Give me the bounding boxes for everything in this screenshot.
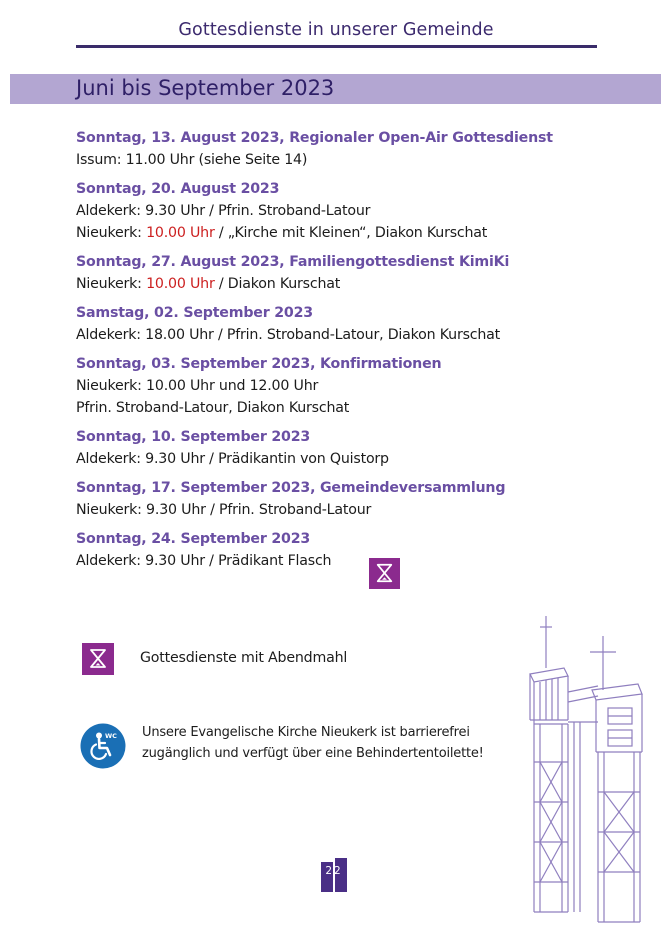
event-item <box>76 302 636 346</box>
event-title: Samstag, 02. September 2023 <box>76 305 313 321</box>
event-title: Sonntag, 27. August 2023, Familiengottesdienst KimiKi <box>76 254 510 270</box>
event-detail-line <box>76 149 636 171</box>
event-time-highlight: 10.00 Uhr <box>146 276 215 292</box>
event-item <box>76 528 636 572</box>
accessibility-line-1: Unsere Evangelische Kirche Nieukerk ist barrierefrei <box>142 725 470 740</box>
event-detail-text: / „Kirche mit Kleinen“, Diakon Kurschat <box>214 225 488 241</box>
event-item <box>76 178 636 244</box>
event-item <box>76 353 636 419</box>
chalice-icon <box>82 643 114 675</box>
accessibility-line-2: zugänglich und verfügt über eine Behindertentoilette! <box>142 746 484 761</box>
event-detail-line <box>76 324 636 346</box>
event-detail-line <box>76 222 636 244</box>
event-detail-text: Aldekerk: 9.30 Uhr / Pfrin. Stroband-Latour <box>76 203 371 219</box>
event-time-highlight: 10.00 Uhr <box>146 225 215 241</box>
legend-communion-label: Gottesdienste mit Abendmahl <box>140 650 348 666</box>
event-title: Sonntag, 20. August 2023 <box>76 181 280 197</box>
event-detail-text: Nieukerk: <box>76 225 147 241</box>
accessibility-note <box>142 722 484 764</box>
events-list <box>76 127 636 579</box>
event-title: Sonntag, 10. September 2023 <box>76 429 311 445</box>
event-detail-text: / Diakon Kurschat <box>214 276 341 292</box>
event-detail-line <box>76 375 636 397</box>
church-tower-illustration <box>500 612 661 930</box>
event-item <box>76 251 636 295</box>
event-detail-text: Nieukerk: 10.00 Uhr und 12.00 Uhr <box>76 378 319 394</box>
event-detail-line <box>76 448 636 470</box>
event-detail-text: Aldekerk: 18.00 Uhr / Pfrin. Stroband-Latour, Diakon Kurschat <box>76 327 501 343</box>
event-detail-text: Nieukerk: 9.30 Uhr / Pfrin. Stroband-Latour <box>76 502 372 518</box>
chalice-icon <box>369 558 400 589</box>
header-rule <box>76 45 597 48</box>
wheelchair-wc-icon <box>80 723 126 769</box>
event-detail-line <box>76 550 636 572</box>
event-detail-text: Nieukerk: <box>76 276 147 292</box>
event-title: Sonntag, 17. September 2023, Gemeindeversammlung <box>76 480 506 496</box>
section-title: Juni bis September 2023 <box>76 76 335 100</box>
page-header-title: Gottesdienste in unserer Gemeinde <box>178 20 494 40</box>
event-detail-text: Pfrin. Stroband-Latour, Diakon Kurschat <box>76 400 350 416</box>
event-detail-text: Aldekerk: 9.30 Uhr / Prädikant Flasch <box>76 553 332 569</box>
event-item <box>76 477 636 521</box>
event-detail-line <box>76 499 636 521</box>
event-detail-line <box>76 273 636 295</box>
event-detail-text: Issum: 11.00 Uhr (siehe Seite 14) <box>76 152 308 168</box>
event-detail-text: Aldekerk: 9.30 Uhr / Prädikantin von Quistorp <box>76 451 389 467</box>
event-item <box>76 127 636 171</box>
page-number: 22 <box>325 865 343 877</box>
wc-label: WC <box>105 732 117 740</box>
event-detail-line <box>76 200 636 222</box>
event-title: Sonntag, 24. September 2023 <box>76 531 311 547</box>
event-title: Sonntag, 13. August 2023, Regionaler Open-Air Gottesdienst <box>76 130 553 146</box>
event-detail-line <box>76 397 636 419</box>
event-item <box>76 426 636 470</box>
event-title: Sonntag, 03. September 2023, Konfirmationen <box>76 356 442 372</box>
